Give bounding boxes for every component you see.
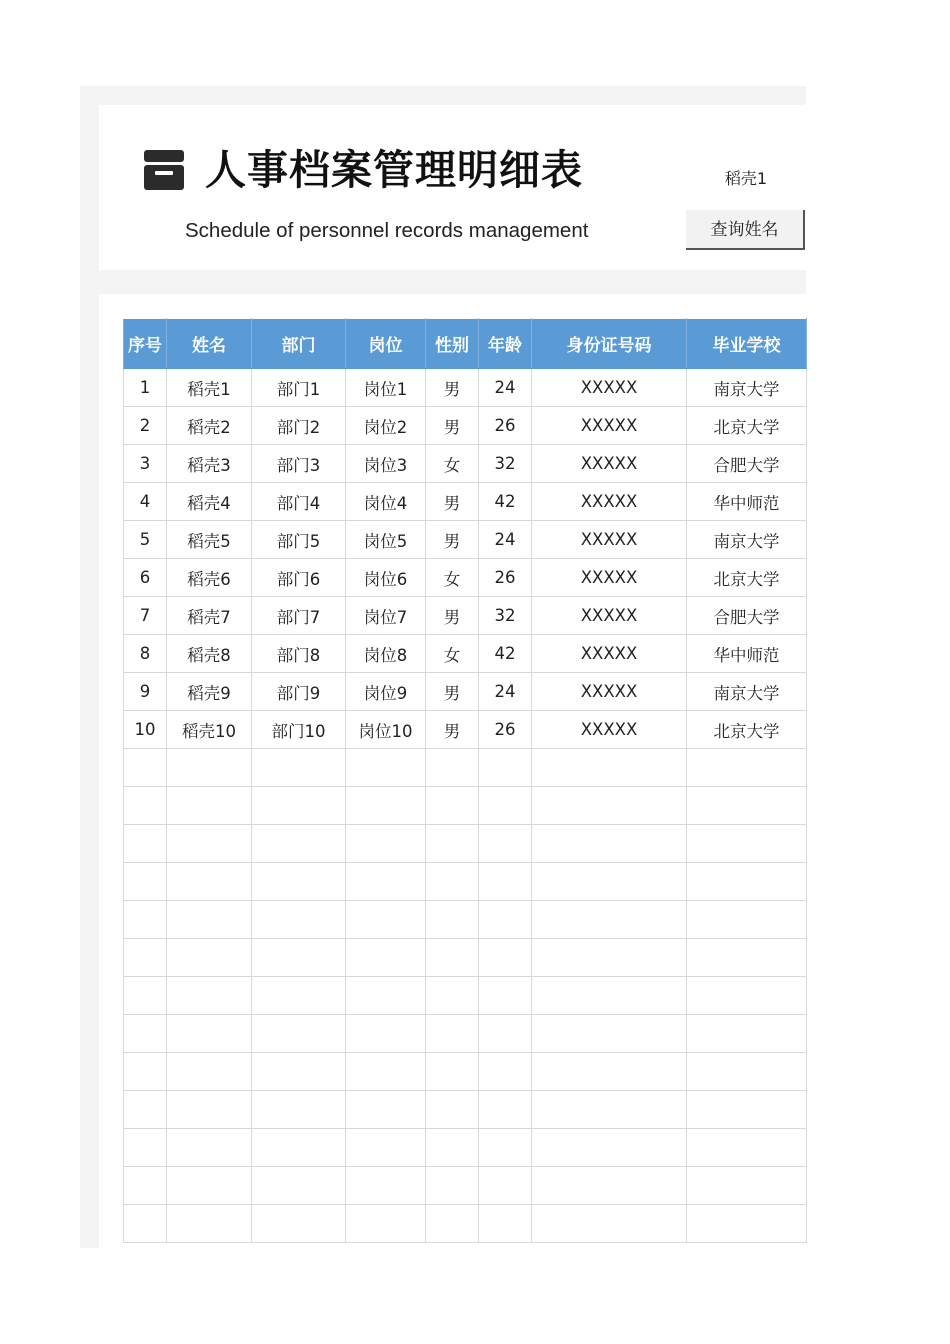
cell-age[interactable]: 42	[479, 483, 532, 521]
cell-id-number[interactable]: XXXXX	[532, 597, 687, 635]
column-header-age[interactable]: 年龄	[479, 319, 532, 369]
table-row	[124, 597, 807, 635]
table-row	[124, 559, 807, 597]
cell-gender[interactable]	[426, 825, 479, 863]
cell-department[interactable]: 部门8	[252, 635, 346, 673]
cell-name[interactable]	[167, 1167, 252, 1205]
cell-school[interactable]	[687, 901, 807, 939]
table-row	[124, 1167, 807, 1205]
cell-position[interactable]	[346, 1205, 426, 1243]
cell-school[interactable]	[687, 1015, 807, 1053]
cell-id-number[interactable]	[532, 787, 687, 825]
cell-department[interactable]	[252, 1129, 346, 1167]
cell-position[interactable]: 岗位4	[346, 483, 426, 521]
cell-gender[interactable]	[426, 863, 479, 901]
table-row	[124, 635, 807, 673]
cell-department[interactable]	[252, 787, 346, 825]
cell-school[interactable]	[687, 977, 807, 1015]
cell-department[interactable]: 部门1	[252, 369, 346, 407]
cell-index[interactable]: 5	[124, 521, 167, 559]
query-name-value[interactable]: 稻壳1	[724, 169, 768, 188]
cell-gender[interactable]	[426, 1091, 479, 1129]
cell-age[interactable]: 24	[479, 369, 532, 407]
cell-school[interactable]	[687, 787, 807, 825]
cell-id-number[interactable]: XXXXX	[532, 407, 687, 445]
cell-name[interactable]: 稻壳2	[167, 407, 252, 445]
cell-gender[interactable]	[426, 1053, 479, 1091]
column-header-department[interactable]: 部门	[252, 319, 346, 369]
cell-position[interactable]	[346, 901, 426, 939]
column-header-school[interactable]: 毕业学校	[687, 319, 807, 369]
cell-department[interactable]: 部门6	[252, 559, 346, 597]
cell-gender[interactable]	[426, 939, 479, 977]
query-name-button[interactable]: 查询姓名	[686, 210, 805, 250]
cell-name[interactable]: 稻壳9	[167, 673, 252, 711]
cell-index[interactable]	[124, 1167, 167, 1205]
cell-index[interactable]	[124, 939, 167, 977]
cell-id-number[interactable]	[532, 1053, 687, 1091]
table-row	[124, 787, 807, 825]
cell-index[interactable]: 6	[124, 559, 167, 597]
cell-name[interactable]: 稻壳10	[167, 711, 252, 749]
cell-position[interactable]: 岗位8	[346, 635, 426, 673]
cell-school[interactable]: 合肥大学	[687, 597, 807, 635]
cell-gender[interactable]	[426, 977, 479, 1015]
cell-position[interactable]	[346, 1015, 426, 1053]
cell-age[interactable]: 32	[479, 445, 532, 483]
cell-id-number[interactable]: XXXXX	[532, 445, 687, 483]
cell-school[interactable]	[687, 1091, 807, 1129]
cell-department[interactable]	[252, 1091, 346, 1129]
cell-department[interactable]	[252, 1205, 346, 1243]
cell-index[interactable]: 1	[124, 369, 167, 407]
cell-age[interactable]	[479, 749, 532, 787]
cell-position[interactable]	[346, 977, 426, 1015]
cell-department[interactable]	[252, 1167, 346, 1205]
cell-id-number[interactable]	[532, 863, 687, 901]
cell-id-number[interactable]	[532, 901, 687, 939]
table-row	[124, 939, 807, 977]
cell-age[interactable]	[479, 1091, 532, 1129]
cell-name[interactable]	[167, 825, 252, 863]
cell-index[interactable]	[124, 787, 167, 825]
table-row	[124, 369, 807, 407]
column-header-name[interactable]: 姓名	[167, 319, 252, 369]
cell-department[interactable]	[252, 939, 346, 977]
cell-school[interactable]: 南京大学	[687, 369, 807, 407]
cell-department[interactable]	[252, 1015, 346, 1053]
cell-position[interactable]	[346, 1129, 426, 1167]
cell-index[interactable]	[124, 1053, 167, 1091]
cell-age[interactable]: 42	[479, 635, 532, 673]
cell-name[interactable]: 稻壳1	[167, 369, 252, 407]
cell-id-number[interactable]	[532, 1167, 687, 1205]
cell-age[interactable]: 26	[479, 559, 532, 597]
cell-id-number[interactable]	[532, 939, 687, 977]
cell-department[interactable]: 部门10	[252, 711, 346, 749]
cell-school[interactable]	[687, 1167, 807, 1205]
table-row	[124, 1053, 807, 1091]
cell-index[interactable]	[124, 1015, 167, 1053]
cell-name[interactable]	[167, 1053, 252, 1091]
cell-gender[interactable]: 男	[426, 711, 479, 749]
cell-id-number[interactable]: XXXXX	[532, 521, 687, 559]
column-header-gender[interactable]: 性别	[426, 319, 479, 369]
cell-position[interactable]: 岗位6	[346, 559, 426, 597]
cell-index[interactable]: 4	[124, 483, 167, 521]
table-row	[124, 521, 807, 559]
table-row	[124, 483, 807, 521]
cell-position[interactable]	[346, 1053, 426, 1091]
cell-index[interactable]: 8	[124, 635, 167, 673]
cell-name[interactable]: 稻壳3	[167, 445, 252, 483]
cell-age[interactable]	[479, 977, 532, 1015]
table-row	[124, 407, 807, 445]
cell-age[interactable]: 26	[479, 407, 532, 445]
cell-index[interactable]: 3	[124, 445, 167, 483]
cell-school[interactable]: 北京大学	[687, 407, 807, 445]
cell-age[interactable]	[479, 825, 532, 863]
cell-name[interactable]	[167, 1015, 252, 1053]
cell-position[interactable]	[346, 1091, 426, 1129]
cell-index[interactable]	[124, 749, 167, 787]
cell-position[interactable]	[346, 749, 426, 787]
cell-department[interactable]	[252, 749, 346, 787]
cell-gender[interactable]: 男	[426, 369, 479, 407]
table-row	[124, 749, 807, 787]
cell-gender[interactable]: 女	[426, 559, 479, 597]
cell-index[interactable]	[124, 1091, 167, 1129]
cell-department[interactable]	[252, 901, 346, 939]
cell-age[interactable]: 26	[479, 711, 532, 749]
cell-index[interactable]	[124, 825, 167, 863]
cell-name[interactable]: 稻壳7	[167, 597, 252, 635]
cell-school[interactable]: 北京大学	[687, 711, 807, 749]
cell-school[interactable]	[687, 863, 807, 901]
cell-age[interactable]: 32	[479, 597, 532, 635]
cell-school[interactable]	[687, 1205, 807, 1243]
cell-name[interactable]	[167, 901, 252, 939]
cell-name[interactable]	[167, 1205, 252, 1243]
cell-id-number[interactable]	[532, 749, 687, 787]
cell-index[interactable]	[124, 863, 167, 901]
cell-position[interactable]	[346, 863, 426, 901]
cell-school[interactable]	[687, 1053, 807, 1091]
cell-department[interactable]: 部门7	[252, 597, 346, 635]
cell-id-number[interactable]	[532, 1129, 687, 1167]
cell-name[interactable]	[167, 749, 252, 787]
cell-position[interactable]: 岗位10	[346, 711, 426, 749]
page-title: 人事档案管理明细表	[205, 146, 583, 194]
column-header-id-number[interactable]: 身份证号码	[532, 319, 687, 369]
cell-position[interactable]: 岗位3	[346, 445, 426, 483]
cell-id-number[interactable]	[532, 1205, 687, 1243]
cell-age[interactable]: 24	[479, 521, 532, 559]
cell-department[interactable]: 部门9	[252, 673, 346, 711]
cell-age[interactable]	[479, 1015, 532, 1053]
cell-index[interactable]: 2	[124, 407, 167, 445]
cell-age[interactable]	[479, 787, 532, 825]
cell-name[interactable]: 稻壳6	[167, 559, 252, 597]
cell-id-number[interactable]: XXXXX	[532, 559, 687, 597]
cell-id-number[interactable]: XXXXX	[532, 711, 687, 749]
cell-gender[interactable]: 男	[426, 521, 479, 559]
cell-gender[interactable]	[426, 901, 479, 939]
table-row	[124, 901, 807, 939]
cell-position[interactable]: 岗位9	[346, 673, 426, 711]
table-row	[124, 445, 807, 483]
cell-school[interactable]	[687, 825, 807, 863]
table-row	[124, 711, 807, 749]
cell-name[interactable]	[167, 939, 252, 977]
table-row	[124, 825, 807, 863]
cell-school[interactable]: 南京大学	[687, 673, 807, 711]
cell-age[interactable]	[479, 901, 532, 939]
table-row	[124, 863, 807, 901]
archive-box-icon	[142, 149, 186, 191]
cell-name[interactable]: 稻壳5	[167, 521, 252, 559]
cell-age[interactable]	[479, 1205, 532, 1243]
cell-department[interactable]	[252, 863, 346, 901]
cell-index[interactable]: 9	[124, 673, 167, 711]
cell-name[interactable]	[167, 863, 252, 901]
cell-index[interactable]: 10	[124, 711, 167, 749]
cell-gender[interactable]: 男	[426, 673, 479, 711]
cell-school[interactable]: 合肥大学	[687, 445, 807, 483]
cell-position[interactable]	[346, 825, 426, 863]
cell-name[interactable]	[167, 1129, 252, 1167]
cell-department[interactable]: 部门3	[252, 445, 346, 483]
cell-index[interactable]	[124, 901, 167, 939]
cell-position[interactable]	[346, 939, 426, 977]
cell-gender[interactable]	[426, 749, 479, 787]
cell-position[interactable]	[346, 1167, 426, 1205]
cell-department[interactable]	[252, 825, 346, 863]
cell-id-number[interactable]	[532, 977, 687, 1015]
cell-age[interactable]	[479, 1053, 532, 1091]
cell-gender[interactable]	[426, 1167, 479, 1205]
cell-id-number[interactable]: XXXXX	[532, 635, 687, 673]
cell-index[interactable]: 7	[124, 597, 167, 635]
cell-name[interactable]: 稻壳4	[167, 483, 252, 521]
table-row	[124, 1205, 807, 1243]
cell-gender[interactable]	[426, 1015, 479, 1053]
cell-id-number[interactable]	[532, 825, 687, 863]
table-row	[124, 1091, 807, 1129]
table-row	[124, 673, 807, 711]
cell-gender[interactable]: 女	[426, 635, 479, 673]
cell-gender[interactable]	[426, 1205, 479, 1243]
cell-position[interactable]	[346, 787, 426, 825]
cell-position[interactable]: 岗位1	[346, 369, 426, 407]
cell-age[interactable]: 24	[479, 673, 532, 711]
cell-id-number[interactable]	[532, 1015, 687, 1053]
cell-gender[interactable]: 男	[426, 597, 479, 635]
cell-gender[interactable]: 男	[426, 407, 479, 445]
cell-school[interactable]: 华中师范	[687, 635, 807, 673]
cell-gender[interactable]	[426, 1129, 479, 1167]
cell-position[interactable]: 岗位7	[346, 597, 426, 635]
cell-name[interactable]	[167, 787, 252, 825]
cell-index[interactable]	[124, 1205, 167, 1243]
cell-name[interactable]: 稻壳8	[167, 635, 252, 673]
cell-department[interactable]: 部门4	[252, 483, 346, 521]
cell-age[interactable]	[479, 1167, 532, 1205]
cell-name[interactable]	[167, 1091, 252, 1129]
table-row	[124, 1129, 807, 1167]
cell-age[interactable]	[479, 1129, 532, 1167]
cell-position[interactable]: 岗位2	[346, 407, 426, 445]
cell-age[interactable]	[479, 863, 532, 901]
cell-index[interactable]	[124, 1129, 167, 1167]
cell-age[interactable]	[479, 939, 532, 977]
cell-gender[interactable]: 女	[426, 445, 479, 483]
cell-department[interactable]: 部门5	[252, 521, 346, 559]
cell-school[interactable]	[687, 939, 807, 977]
cell-department[interactable]	[252, 977, 346, 1015]
cell-gender[interactable]	[426, 787, 479, 825]
cell-school[interactable]: 北京大学	[687, 559, 807, 597]
cell-school[interactable]: 华中师范	[687, 483, 807, 521]
cell-school[interactable]	[687, 749, 807, 787]
table-row	[124, 977, 807, 1015]
cell-id-number[interactable]: XXXXX	[532, 369, 687, 407]
cell-id-number[interactable]: XXXXX	[532, 483, 687, 521]
cell-index[interactable]	[124, 977, 167, 1015]
cell-department[interactable]	[252, 1053, 346, 1091]
cell-name[interactable]	[167, 977, 252, 1015]
cell-id-number[interactable]: XXXXX	[532, 673, 687, 711]
cell-school[interactable]	[687, 1129, 807, 1167]
page-subtitle: Schedule of personnel records management	[185, 219, 589, 242]
table-header-row	[124, 319, 807, 369]
personnel-table	[123, 318, 807, 1243]
column-header-index[interactable]: 序号	[124, 319, 167, 369]
column-header-position[interactable]: 岗位	[346, 319, 426, 369]
cell-department[interactable]: 部门2	[252, 407, 346, 445]
cell-position[interactable]: 岗位5	[346, 521, 426, 559]
table-row	[124, 1015, 807, 1053]
cell-id-number[interactable]	[532, 1091, 687, 1129]
cell-gender[interactable]: 男	[426, 483, 479, 521]
cell-school[interactable]: 南京大学	[687, 521, 807, 559]
